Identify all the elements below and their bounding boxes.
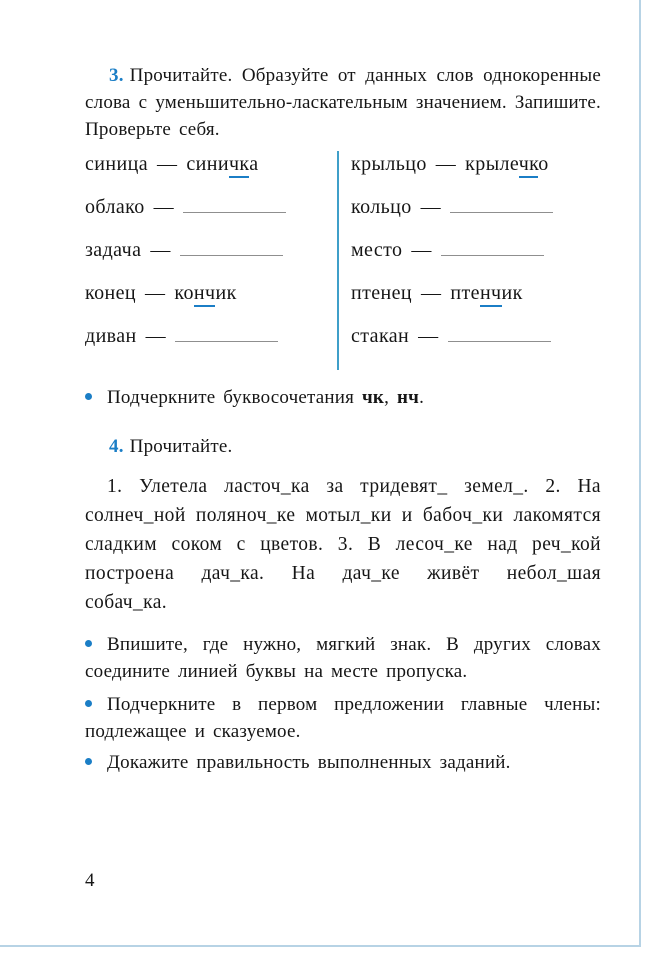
word-pair-row: [85, 153, 337, 196]
task-text: Впишите, где нужно, мягкий знак. В других словах соедините линией буквы на месте пропуска.: [85, 634, 601, 682]
word-pair-row: [85, 325, 337, 368]
answer-part: ик: [215, 282, 237, 304]
source-word: крыльцо: [351, 153, 427, 175]
dash: —: [145, 325, 167, 347]
source-word: кольцо: [351, 196, 412, 218]
dash: —: [156, 153, 178, 175]
source-word: конец: [85, 282, 136, 304]
exercise-4-number: 4.: [109, 436, 124, 457]
source-word: задача: [85, 239, 142, 261]
answer-word: [186, 153, 258, 176]
page-content: [85, 62, 601, 776]
word-pairs-right-column: [337, 151, 601, 370]
dash: —: [411, 239, 432, 261]
answer-part: ик: [501, 282, 523, 304]
exercise-4-task: [85, 631, 601, 685]
word-pair-row: [351, 196, 601, 239]
answer-part: крыле: [465, 153, 519, 175]
word-pair-row: [351, 325, 601, 368]
underlined-letters: нч: [194, 282, 216, 307]
dash: —: [150, 239, 171, 261]
dash: —: [153, 196, 175, 218]
underlined-letters: чк: [229, 153, 249, 178]
answer-blank-line: [183, 196, 286, 213]
answer-part: сини: [186, 153, 229, 175]
source-word: диван: [85, 325, 137, 347]
bullet-dot-icon: [85, 640, 92, 647]
underlined-letters: чк: [519, 153, 539, 178]
underlined-letters: нч: [480, 282, 502, 307]
task-text: Подчеркните в первом предложении главные члены: подлежащее и сказуемое.: [85, 694, 601, 742]
task-text: .: [419, 387, 425, 408]
bullet-dot-icon: [85, 758, 92, 765]
dash: —: [144, 282, 166, 304]
exercise-3-task: [85, 384, 601, 411]
source-word: стакан: [351, 325, 410, 347]
exercise-3-intro-text: Прочитайте. Образуйте от данных слов однокоренные слова с уменьшительно-ласкательным значением. Запишите. Проверьте себя.: [85, 65, 601, 140]
answer-word: [174, 282, 236, 305]
answer-blank-line: [180, 239, 283, 256]
word-pair-row: [351, 282, 601, 325]
page-number: 4: [85, 870, 95, 891]
bullet-dot-icon: [85, 700, 92, 707]
exercise-4-heading: [85, 433, 601, 460]
answer-part: о: [538, 153, 549, 175]
task-text: ,: [384, 387, 397, 408]
word-pair-row: [85, 282, 337, 325]
page-border-right: [639, 0, 641, 947]
dash: —: [421, 282, 442, 304]
word-pairs-table: [85, 151, 601, 370]
exercise-4-task: [85, 749, 601, 776]
answer-blank-line: [448, 325, 551, 342]
answer-word: [450, 282, 522, 305]
letter-combo: нч: [396, 387, 420, 408]
exercise-4-intro-text: Прочитайте.: [129, 436, 233, 457]
answer-part: ко: [174, 282, 194, 304]
answer-word: [465, 153, 548, 176]
letter-combo: чк: [362, 387, 385, 408]
exercise-4-task: [85, 691, 601, 745]
answer-blank-line: [441, 239, 544, 256]
word-pair-row: [85, 196, 337, 239]
word-pair-row: [351, 239, 601, 282]
exercise-3-heading: [85, 62, 601, 143]
word-pair-row: [351, 153, 601, 196]
task-text: Подчеркните буквосочетания: [107, 387, 362, 408]
bullet-dot-icon: [85, 393, 92, 400]
answer-part: а: [249, 153, 259, 175]
page-border-bottom: [0, 945, 641, 947]
word-pair-row: [85, 239, 337, 282]
task-text: Докажите правильность выполненных заданий.: [107, 752, 511, 773]
dash: —: [420, 196, 442, 218]
answer-blank-line: [450, 196, 553, 213]
source-word: место: [351, 239, 403, 261]
exercise-3-number: 3.: [109, 65, 124, 86]
source-word: облако: [85, 196, 145, 218]
dash: —: [435, 153, 457, 175]
answer-part: пте: [450, 282, 480, 304]
word-pairs-left-column: [85, 151, 337, 370]
exercise-4-body: 1. Улетела ласточ_ка за тридевят_ земел_. 2. На солнеч_ной поляноч_ке мотыл_ки и бабоч_ки лакомятся сладким соком с цветов. 3. В лесоч_ке над реч_кой построена дач_ка. На дач_ке живёт небол_шая собач_ка.: [85, 476, 601, 613]
source-word: синица: [85, 153, 148, 175]
answer-blank-line: [175, 325, 278, 342]
source-word: птенец: [351, 282, 413, 304]
dash: —: [418, 325, 439, 347]
